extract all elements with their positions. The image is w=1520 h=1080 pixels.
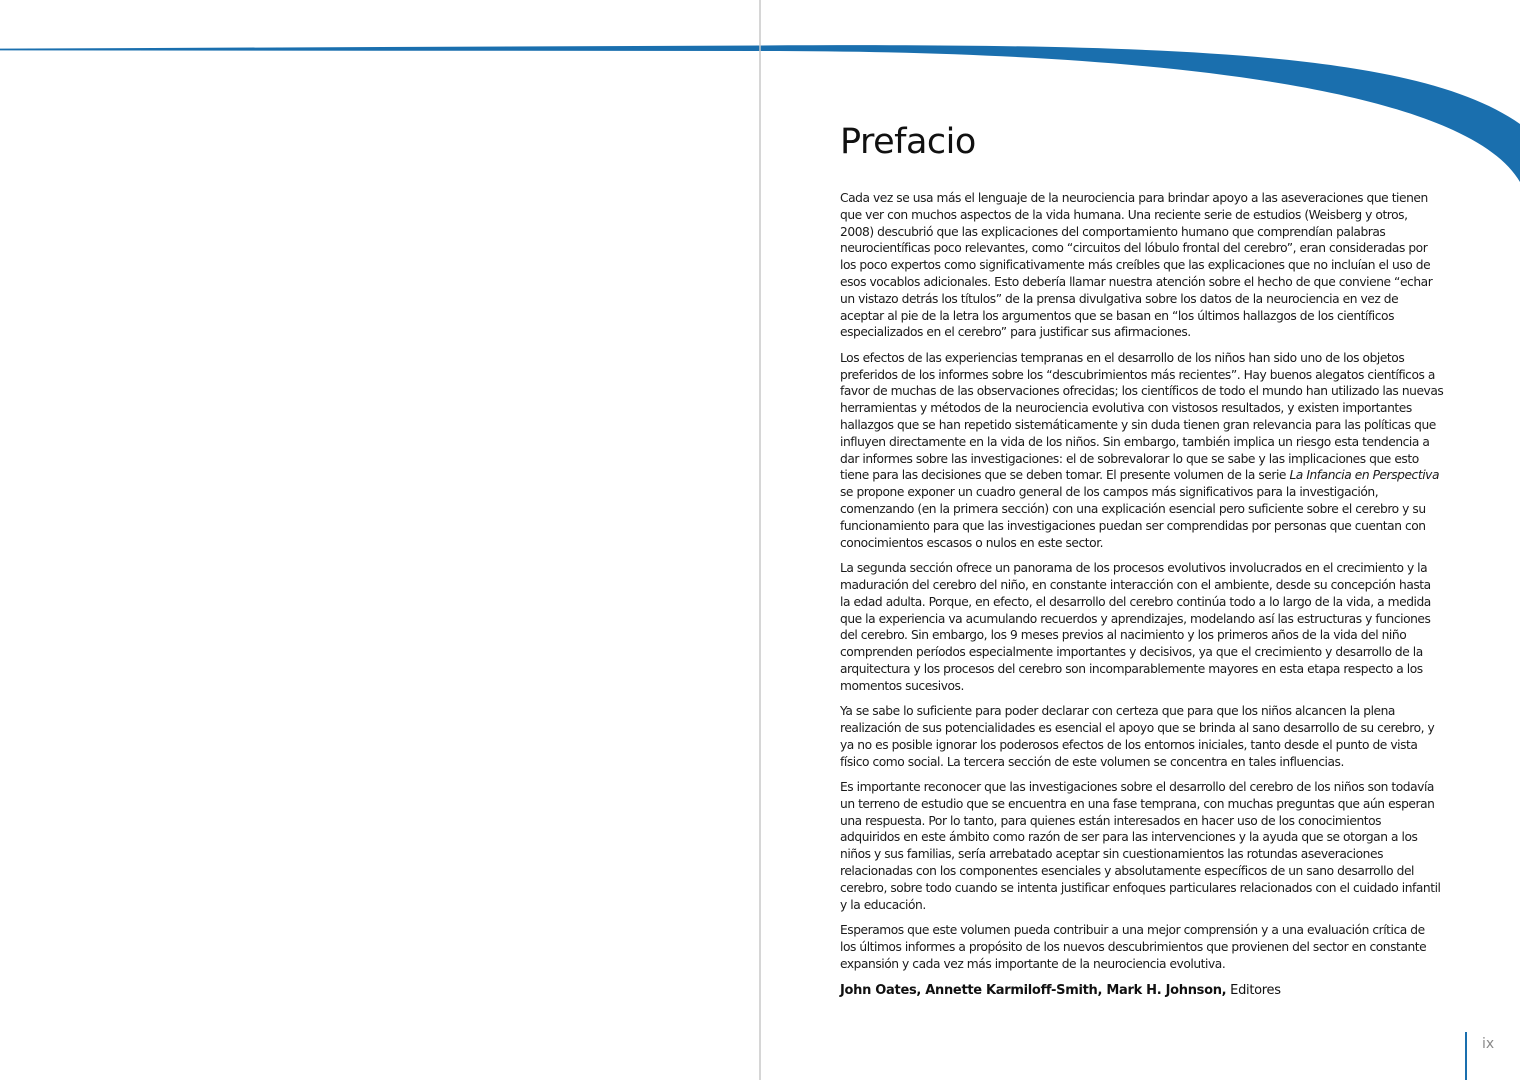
paragraph-3: La segunda sección ofrece un panorama de los procesos evolutivos involucrados en el crecimiento y la maduración del cerebro del niño, en constante interacción con el ambiente, desde su concepción hasta la edad adulta. Porque, en efecto, el desarrollo del cerebro continúa todo a lo largo de la vida, a medida que la experiencia va acumulando recuerdos y aprendizajes, modelando así las estructuras y funciones del cerebro. Sin embargo, los 9 meses previos al nacimiento y los primeros años de la vida del niño comprenden períodos especialmente importantes y decisivos, ya que el crecimiento y desarrollo de la arquitectura y los procesos del cerebro son incomparablemente mayores en esta etapa respecto a los momentos sucesivos. — [840, 561, 1431, 693]
paragraph-2-text-before: Los efectos de las experiencias tempranas en el desarrollo de los niños han sido uno de los objetos preferidos de los informes sobre los “descubrimientos más recientes”. Hay buenos alegatos científicos a favor de muchas de las observaciones ofrecidas; los científicos de todo el mundo han utilizado las nuevas herramientas y métodos de la neurociencia evolutiva con vistosos resultados, y existen importantes hallazgos que se han repetido sistemáticamente y sin duda tienen gran relevancia para las políticas que influyen directamente en la vida de los niños. Sin embargo, también implica un riesgo esta tendencia a dar informes sobre las investigaciones: el de sobrevalorar lo que se sabe y las implicaciones que esto tiene para las decisiones que se deben tomar. El presente volumen de la serie — [840, 350, 1444, 483]
paragraph-5: Es importante reconocer que las investigaciones sobre el desarrollo del cerebro de los niños son todavía un terreno de estudio que se encuentra en una fase temprana, con muchas preguntas que aún esperan una respuesta. Por lo tanto, para quienes están interesados en hacer uso de los conocimientos adquiridos en este ámbito como razón de ser para las intervenciones y la ayuda que se otorgan a los niños y sus familias, sería arrebatado aceptar sin cuestionamientos las rotundas aseveraciones relacionadas con los componentes esenciales y absolutamente específicos de un sano desarrollo del cerebro, sobre todo cuando se intenta justificar enfoques particulares relacionados con el cuidado infantil y la educación. — [840, 780, 1441, 912]
page-title: Prefacio — [840, 122, 976, 162]
editors-signature — [840, 982, 1444, 1000]
page-number: ix — [1482, 1036, 1495, 1052]
series-title: La Infancia en Perspectiva — [1289, 468, 1440, 483]
right-page — [760, 0, 1520, 1080]
editor-names: John Oates, Annette Karmiloff-Smith, Mark H. Johnson, — [840, 982, 1227, 998]
paragraph-2-text-after: se propone exponer un cuadro general de los campos más significativos para la investigación, comenzando (en la primera sección) con una explicación esencial pero suficiente sobre el cerebro y su funcionamiento para que las investigaciones puedan ser comprendidas por personas que cuentan con conocimientos escasos o nulos en este sector. — [840, 485, 1426, 550]
paragraph-4: Ya se sabe lo suficiente para poder declarar con certeza que para que los niños alcancen la plena realización de sus potencialidades es esencial el apoyo que se brinda al sano desarrollo de su cerebro, y ya no es posible ignorar los poderosos efectos de los entornos iniciales, tanto desde el punto de vista físico como social. La tercera sección de este volumen se concentra en tales influencias. — [840, 704, 1435, 769]
preface-body — [840, 190, 1444, 1000]
editor-role: Editores — [1230, 982, 1281, 998]
paragraph-2 — [840, 350, 1444, 552]
paragraph-6: Esperamos que este volumen pueda contribuir a una mejor comprensión y a una evaluación crítica de los últimos informes a propósito de los nuevos descubrimientos que provienen del sector en constante expansión y cada vez más importante de la neurociencia evolutiva. — [840, 923, 1427, 971]
paragraph-1: Cada vez se usa más el lenguaje de la neurociencia para brindar apoyo a las aseveraciones que tienen que ver con muchos aspectos de la vida humana. Una reciente serie de estudios (Weisberg y otros, 2008) descubrió que las explicaciones del comportamiento humano que comprendían palabras neurocientíficas poco relevantes, como “circuitos del lóbulo frontal del cerebro”, eran consideradas por los poco expertos como significativamente más creíbles que las explicaciones que no incluían el uso de esos vocablos adicionales. Esto debería llamar nuestra atención sobre el hecho de que conviene “echar un vistazo detrás los títulos” de la prensa divulgativa sobre los datos de la neurociencia en vez de aceptar al pie de la letra los argumentos que se basan en “los últimos hallazgos de los científicos especializados en el cerebro” para justificar sus afirmaciones. — [840, 191, 1433, 340]
